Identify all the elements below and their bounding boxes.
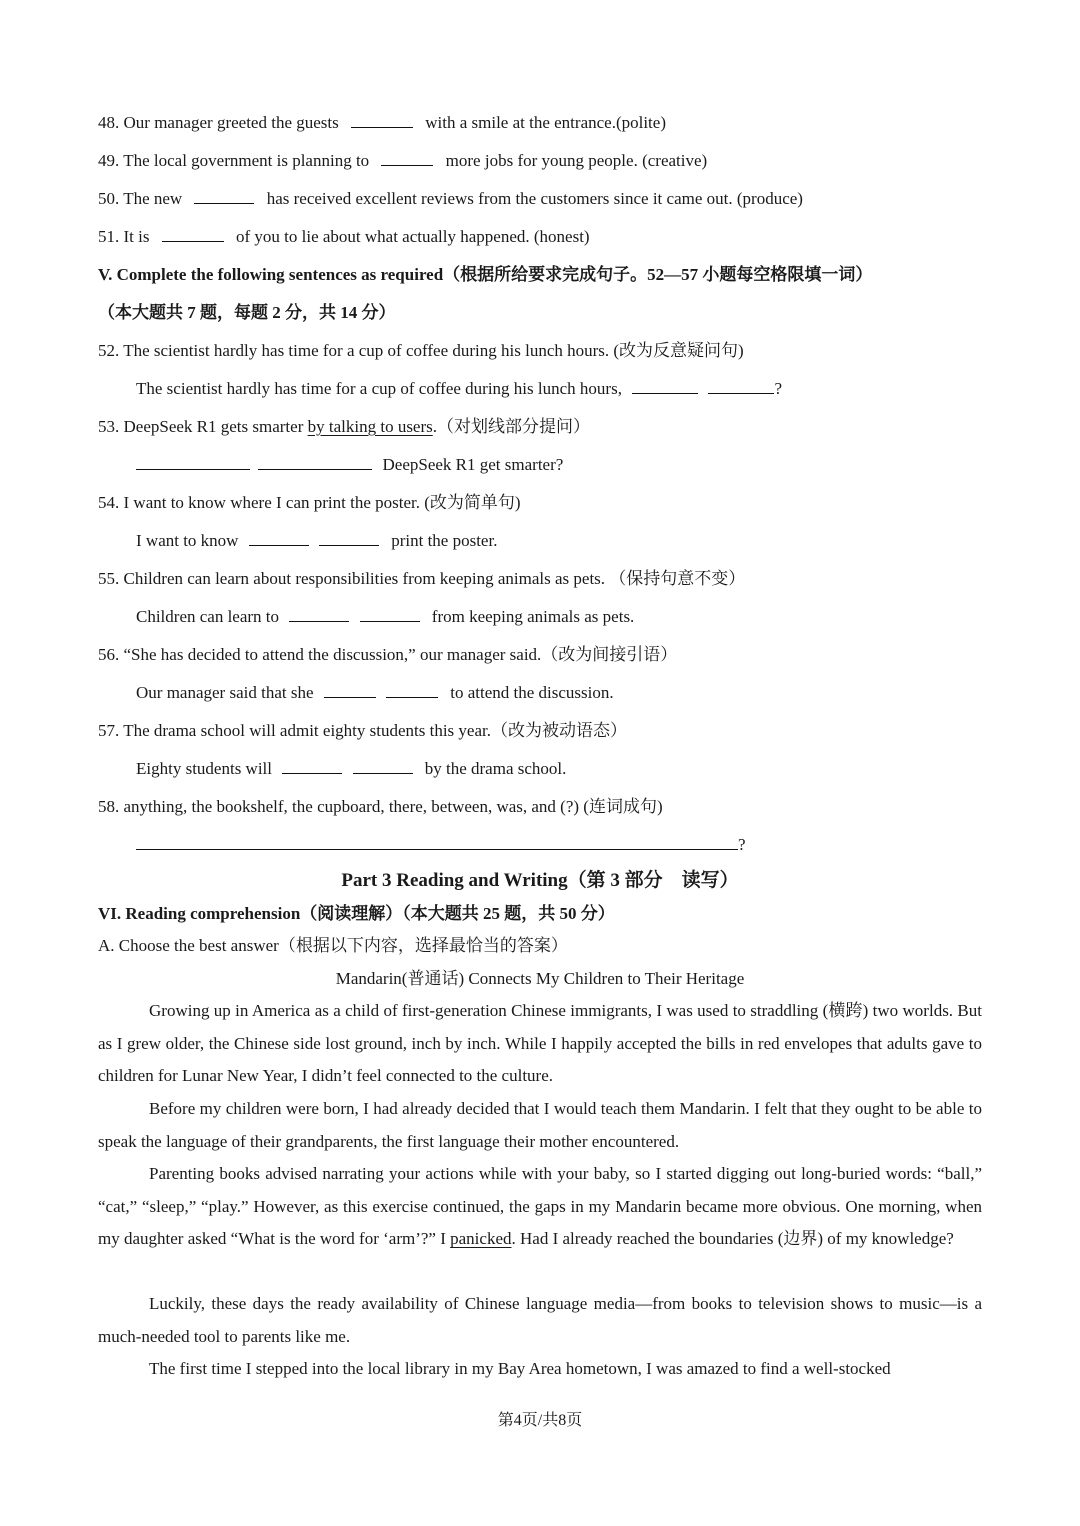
underlined-phrase: by talking to users bbox=[307, 417, 433, 436]
answer-blank[interactable] bbox=[360, 607, 420, 622]
question-text-before: The new bbox=[123, 189, 183, 208]
answer-blank[interactable] bbox=[381, 151, 433, 166]
paragraph-text: . Had I already reached the boundaries (边界) of my knowledge? bbox=[511, 1229, 954, 1249]
section-vi-sub-a: A. Choose the best answer（根据以下内容，选择最恰当的答案） bbox=[98, 936, 568, 955]
question-text-after: of you to lie about what actually happened. (honest) bbox=[235, 227, 590, 246]
answer-text: The scientist hardly has time for a cup of coffee during his lunch hours, bbox=[136, 379, 622, 398]
question-57-answer bbox=[136, 758, 566, 780]
section-vi-heading: VI. Reading comprehension（阅读理解）（本大题共 25 题，共 50 分） bbox=[98, 904, 615, 923]
question-mark: ? bbox=[738, 835, 746, 854]
question-text-after: with a smile at the entrance.(polite) bbox=[425, 113, 666, 132]
article-title: Mandarin(普通话) Connects My Children to Their Heritage bbox=[335, 969, 745, 988]
question-number: 50. bbox=[98, 189, 120, 208]
article-paragraph-3 bbox=[98, 1158, 982, 1256]
answer-text-before: I want to know bbox=[136, 531, 239, 550]
article-paragraph-2: Before my children were born, I had already decided that I would teach them Mandarin. I felt that they ought to be able to speak the language of their grandparents, the first language their mother encountered. bbox=[98, 1099, 982, 1151]
question-text-after: more jobs for young people. (creative) bbox=[445, 151, 708, 170]
answer-blank-long[interactable] bbox=[136, 835, 738, 850]
answer-text-before: Eighty students will bbox=[136, 759, 272, 778]
question-58-answer bbox=[136, 834, 746, 856]
section-v-heading: V. Complete the following sentences as required（根据所给要求完成句子。52—57 小题每空格限填一词） bbox=[98, 265, 873, 284]
question-number: 49. bbox=[98, 151, 120, 170]
question-mark: ? bbox=[774, 379, 782, 398]
question-number: 51. bbox=[98, 227, 120, 246]
question-54-prompt: 54. I want to know where I can print the poster. (改为简单句) bbox=[98, 493, 521, 512]
article-paragraph-4: Luckily, these days the ready availability of Chinese language media—from books to television shows to music—is a much-needed tool to parents like me. bbox=[98, 1294, 982, 1346]
answer-blank[interactable] bbox=[282, 759, 342, 774]
part-3-title: Part 3 Reading and Writing（第 3 部分 读写） bbox=[341, 870, 739, 891]
answer-blank[interactable] bbox=[353, 759, 413, 774]
answer-blank[interactable] bbox=[319, 531, 379, 546]
answer-text-after: by the drama school. bbox=[424, 759, 567, 778]
answer-blank[interactable] bbox=[324, 683, 376, 698]
question-55-prompt: 55. Children can learn about responsibilities from keeping animals as pets. （保持句意不变） bbox=[98, 569, 746, 588]
question-text-before: The local government is planning to bbox=[123, 151, 370, 170]
question-53-prompt bbox=[98, 416, 590, 438]
question-52-prompt: 52. The scientist hardly has time for a cup of coffee during his lunch hours. (改为反意疑问句) bbox=[98, 341, 744, 360]
question-56-prompt: 56. “She has decided to attend the discussion,” our manager said.（改为间接引语） bbox=[98, 645, 678, 664]
prompt-prefix: 53. DeepSeek R1 gets smarter bbox=[98, 417, 308, 436]
answer-text-after: print the poster. bbox=[391, 531, 498, 550]
page-number-footer: 第4页/共8页 bbox=[497, 1412, 583, 1429]
question-56-answer bbox=[136, 682, 614, 704]
prompt-suffix: .（对划线部分提问） bbox=[432, 417, 591, 436]
question-58-prompt: 58. anything, the bookshelf, the cupboard, there, between, was, and (?) (连词成句) bbox=[98, 797, 663, 816]
answer-blank[interactable] bbox=[258, 455, 372, 470]
question-number: 48. bbox=[98, 113, 120, 132]
question-text-after: has received excellent reviews from the customers since it came out. (produce) bbox=[266, 189, 803, 208]
article-paragraph-5: The first time I stepped into the local library in my Bay Area hometown, I was amazed to find a well-stocked bbox=[149, 1359, 891, 1378]
question-50 bbox=[98, 188, 803, 210]
question-48 bbox=[98, 112, 666, 134]
underlined-word: panicked bbox=[450, 1229, 512, 1249]
answer-text: DeepSeek R1 get smarter? bbox=[382, 455, 564, 474]
question-text-before: Our manager greeted the guests bbox=[123, 113, 339, 132]
section-v-subheading: （本大题共 7 题，每题 2 分，共 14 分） bbox=[98, 303, 396, 322]
question-51 bbox=[98, 226, 590, 248]
answer-text-after: from keeping animals as pets. bbox=[431, 607, 635, 626]
answer-blank[interactable] bbox=[708, 379, 774, 394]
paragraph-text: Parenting books advised narrating your actions while with your baby, so I started digging out long-buried words: “ball,” “cat,” “sleep,” “play.” However, as this exercise continued, the gaps in my Mandarin became more obvious. One morning, when my daughter asked “What is the word for ‘arm’?” I bbox=[98, 1164, 982, 1249]
answer-blank[interactable] bbox=[632, 379, 698, 394]
question-52-answer bbox=[136, 378, 782, 400]
question-55-answer bbox=[136, 606, 634, 628]
article-paragraph-1: Growing up in America as a child of first-generation Chinese immigrants, I was used to straddling (横跨) two worlds. But as I grew older, the Chinese side lost ground, inch by inch. While I happily accepted the bills in red envelopes that adults gave to children for Lunar New Year, I didn’t feel connected to the culture. bbox=[98, 1001, 982, 1086]
question-text-before: It is bbox=[123, 227, 150, 246]
answer-blank[interactable] bbox=[136, 455, 250, 470]
answer-blank[interactable] bbox=[386, 683, 438, 698]
answer-blank[interactable] bbox=[162, 227, 224, 242]
question-57-prompt: 57. The drama school will admit eighty students this year.（改为被动语态） bbox=[98, 721, 627, 740]
question-53-answer bbox=[136, 454, 563, 476]
answer-blank[interactable] bbox=[289, 607, 349, 622]
question-54-answer bbox=[136, 530, 497, 552]
answer-blank[interactable] bbox=[194, 189, 254, 204]
answer-text-after: to attend the discussion. bbox=[450, 683, 614, 702]
question-49 bbox=[98, 150, 707, 172]
answer-text-before: Children can learn to bbox=[136, 607, 280, 626]
answer-blank[interactable] bbox=[249, 531, 309, 546]
answer-blank[interactable] bbox=[351, 113, 413, 128]
answer-text-before: Our manager said that she bbox=[136, 683, 314, 702]
